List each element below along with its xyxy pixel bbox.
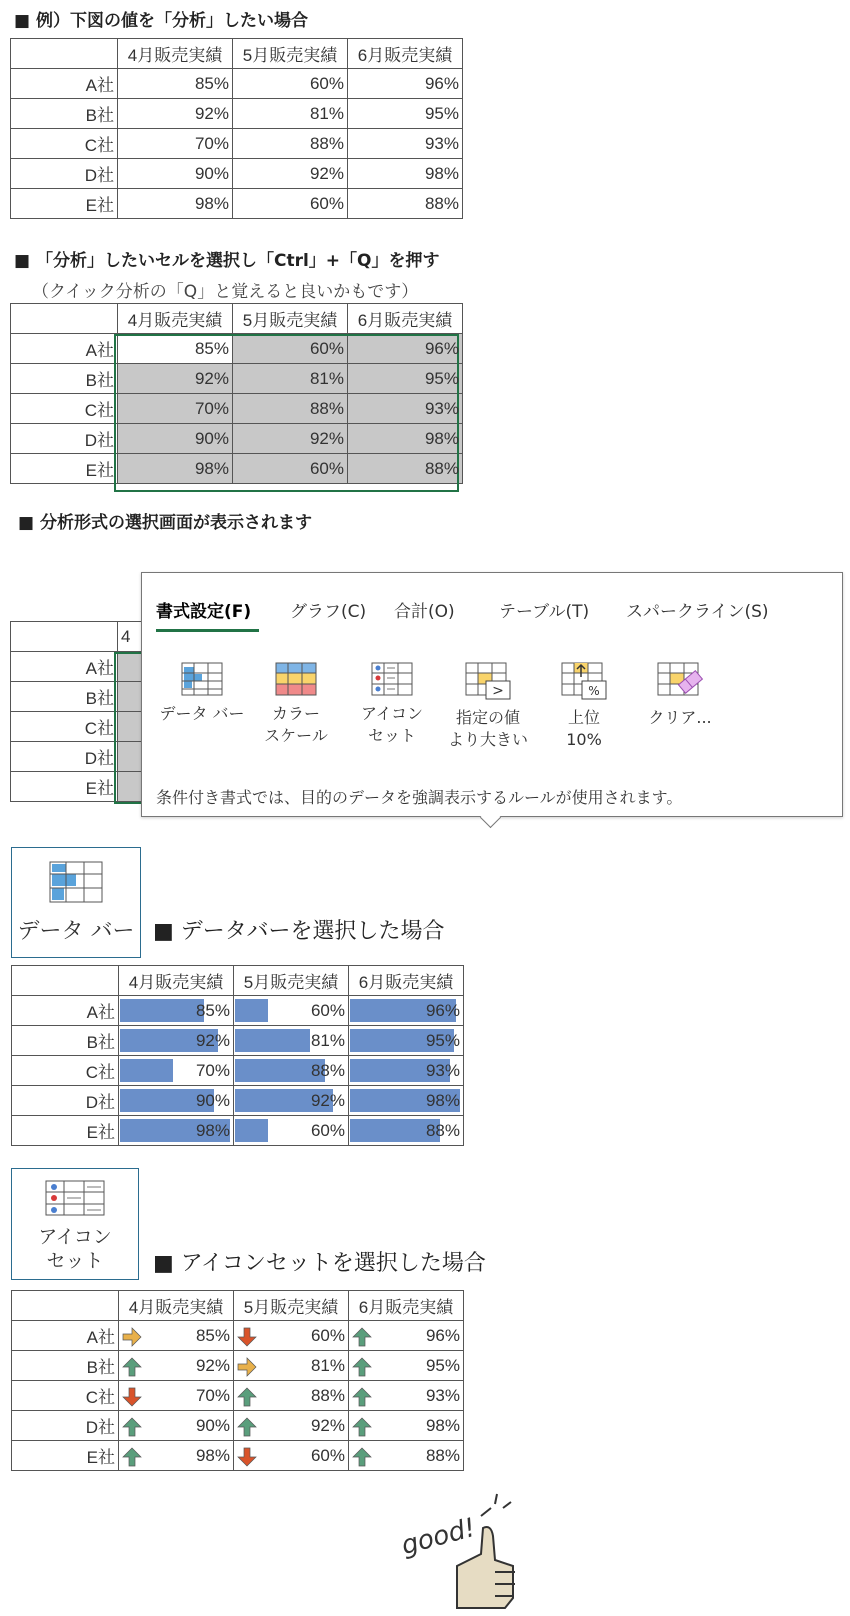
- data-bar: [120, 999, 204, 1022]
- data-bar-button[interactable]: [11, 847, 141, 958]
- data-cell[interactable]: [119, 996, 234, 1026]
- cell-value: 88%: [310, 1060, 345, 1080]
- icon-set-button-label-1: アイコン: [38, 1226, 112, 1248]
- cell-value: 60%: [310, 1325, 345, 1345]
- tool-greater-than[interactable]: [445, 661, 531, 751]
- column-header[interactable]: 4月販売実績: [118, 39, 233, 69]
- column-header[interactable]: 5月販売実績: [233, 304, 348, 334]
- data-cell[interactable]: [348, 69, 463, 99]
- column-header[interactable]: 6月販売実績: [349, 1291, 464, 1321]
- data-cell[interactable]: [233, 364, 348, 394]
- column-header[interactable]: 5月販売実績: [233, 39, 348, 69]
- tool-label-1: 上位: [567, 708, 600, 727]
- cell-value: 90%: [194, 428, 229, 448]
- row-header[interactable]: A社: [11, 334, 118, 364]
- table-row: [12, 1441, 464, 1471]
- cell-value: 85%: [194, 338, 229, 358]
- cell-value: 88%: [424, 193, 459, 213]
- cell-value: 98%: [424, 428, 459, 448]
- table-row: [12, 1351, 464, 1381]
- tool-label: データ バー: [159, 704, 245, 723]
- data-cell[interactable]: [348, 159, 463, 189]
- table-row: [11, 189, 463, 219]
- clear-format-icon: [656, 661, 704, 701]
- section1-heading: ■ 例）下図の値を「分析」したい場合: [14, 11, 308, 31]
- data-bar: [235, 1119, 268, 1142]
- data-cell[interactable]: [119, 1056, 234, 1086]
- data-cell[interactable]: [118, 99, 233, 129]
- data-cell[interactable]: [234, 1411, 349, 1441]
- data-cell[interactable]: [348, 454, 463, 484]
- data-cell[interactable]: [234, 1116, 349, 1146]
- tool-clear-format[interactable]: [637, 661, 723, 729]
- tool-label-2: セット: [367, 726, 416, 745]
- data-cell[interactable]: [119, 1086, 234, 1116]
- cell-value: 92%: [195, 1355, 230, 1375]
- arrow-down-icon: [122, 1387, 142, 1407]
- data-cell[interactable]: [118, 364, 233, 394]
- cell-value: 92%: [310, 1090, 345, 1110]
- cell-value: 90%: [194, 163, 229, 183]
- row-header[interactable]: B社: [12, 1351, 119, 1381]
- column-header[interactable]: 6月販売実績: [348, 39, 463, 69]
- tab-tables[interactable]: テーブル(T): [499, 602, 590, 622]
- tool-label-2: 10%: [566, 730, 602, 749]
- cell-value: 98%: [195, 1120, 230, 1140]
- data-cell[interactable]: [349, 1441, 464, 1471]
- data-cell[interactable]: [349, 1116, 464, 1146]
- table-row: [12, 1086, 464, 1116]
- cell-value: 90%: [195, 1415, 230, 1435]
- row-header[interactable]: D社: [11, 742, 118, 772]
- row-header[interactable]: D社: [11, 424, 118, 454]
- data-cell[interactable]: [119, 1116, 234, 1146]
- cell-value: 92%: [194, 368, 229, 388]
- table-row: [11, 394, 463, 424]
- icon-set-icon: [370, 661, 414, 697]
- arrow-up-icon: [352, 1447, 372, 1467]
- icon-set-icon: [44, 1179, 106, 1217]
- cell-value: 81%: [309, 368, 344, 388]
- row-header[interactable]: E社: [11, 772, 118, 802]
- icon-set-button-label-2: セット: [46, 1250, 104, 1272]
- top-10-percent-icon: [560, 661, 608, 701]
- corner-cell: [12, 1291, 119, 1321]
- icon-set-button[interactable]: [11, 1168, 139, 1280]
- row-header[interactable]: C社: [11, 129, 118, 159]
- data-cell[interactable]: [233, 129, 348, 159]
- data-cell[interactable]: [119, 1351, 234, 1381]
- tool-label-1: アイコン: [361, 704, 423, 723]
- column-header[interactable]: 5月販売実績: [234, 966, 349, 996]
- table-row: [12, 1321, 464, 1351]
- header-row: [12, 966, 464, 996]
- cell-value: 88%: [425, 1120, 460, 1140]
- corner-cell: [11, 304, 118, 334]
- cell-value: 93%: [425, 1060, 460, 1080]
- cell-value: 92%: [194, 103, 229, 123]
- cell-value: 70%: [195, 1385, 230, 1405]
- cell-value: 96%: [425, 1000, 460, 1020]
- row-header[interactable]: A社: [11, 652, 118, 682]
- cell-value: 85%: [194, 73, 229, 93]
- good-text: good!: [398, 1512, 479, 1562]
- data-cell[interactable]: [234, 1086, 349, 1116]
- corner-cell: [11, 622, 118, 652]
- header-row: [11, 39, 463, 69]
- data-bar-icon: [48, 860, 104, 904]
- arrow-down-icon: [237, 1447, 257, 1467]
- greater-than-icon: [464, 661, 512, 701]
- svg-text:>: >: [492, 683, 504, 699]
- data-cell[interactable]: [348, 99, 463, 129]
- cell-value: 60%: [310, 1445, 345, 1465]
- cell-value: 98%: [194, 193, 229, 213]
- cell-value: 92%: [195, 1030, 230, 1050]
- sales-table-selected: [10, 303, 463, 484]
- arrow-right-icon: [122, 1327, 142, 1347]
- table-row: [12, 996, 464, 1026]
- column-header[interactable]: 5月販売実績: [234, 1291, 349, 1321]
- column-header[interactable]: 6月販売実績: [349, 966, 464, 996]
- arrow-up-icon: [237, 1387, 257, 1407]
- data-cell[interactable]: [118, 159, 233, 189]
- data-cell[interactable]: [118, 69, 233, 99]
- cell-value: 70%: [195, 1060, 230, 1080]
- data-cell[interactable]: [118, 189, 233, 219]
- arrow-up-icon: [352, 1387, 372, 1407]
- sales-table-iconset: [11, 1290, 464, 1471]
- cell-value: 93%: [424, 133, 459, 153]
- column-header[interactable]: 4月販売実績: [118, 304, 233, 334]
- arrow-up-icon: [352, 1357, 372, 1377]
- data-cell[interactable]: [119, 1321, 234, 1351]
- row-header[interactable]: E社: [11, 189, 118, 219]
- row-header[interactable]: B社: [11, 99, 118, 129]
- tab-sparklines[interactable]: スパークライン(S): [626, 602, 769, 622]
- data-cell[interactable]: [234, 996, 349, 1026]
- data-cell[interactable]: [348, 364, 463, 394]
- data-cell[interactable]: [234, 1441, 349, 1471]
- data-cell[interactable]: [233, 424, 348, 454]
- cell-value: 81%: [310, 1355, 345, 1375]
- cell-value: 96%: [425, 1325, 460, 1345]
- corner-cell: [11, 39, 118, 69]
- row-header[interactable]: C社: [12, 1381, 119, 1411]
- data-cell[interactable]: [349, 1321, 464, 1351]
- cell-value: 90%: [195, 1090, 230, 1110]
- data-cell[interactable]: [119, 1441, 234, 1471]
- section3-heading: ■ 分析形式の選択画面が表示されます: [18, 513, 312, 533]
- column-header[interactable]: 4月販売実績: [119, 966, 234, 996]
- data-cell[interactable]: [118, 334, 233, 364]
- data-cell[interactable]: [349, 1411, 464, 1441]
- arrow-up-icon: [352, 1417, 372, 1437]
- cell-value: 96%: [424, 338, 459, 358]
- cell-value: 70%: [194, 398, 229, 418]
- tool-icon-set[interactable]: [349, 661, 435, 747]
- color-scale-icon: [274, 661, 318, 697]
- cell-value: 60%: [310, 1000, 345, 1020]
- svg-text:%: %: [588, 684, 600, 698]
- data-cell[interactable]: [233, 334, 348, 364]
- arrow-up-icon: [122, 1357, 142, 1377]
- cell-value: 60%: [309, 193, 344, 213]
- good-thumbs-up-sticker: [395, 1488, 535, 1612]
- data-bar: [120, 1059, 173, 1082]
- cell-value: 60%: [309, 73, 344, 93]
- cell-value: 81%: [310, 1030, 345, 1050]
- panel-pointer: [480, 807, 501, 828]
- data-cell[interactable]: [348, 129, 463, 159]
- tab-chart[interactable]: グラフ(C): [290, 602, 367, 622]
- arrow-up-icon: [237, 1417, 257, 1437]
- arrow-right-icon: [237, 1357, 257, 1377]
- cell-value: 95%: [424, 368, 459, 388]
- data-cell[interactable]: [118, 424, 233, 454]
- sales-table-original: [10, 38, 463, 219]
- data-cell[interactable]: [234, 1026, 349, 1056]
- data-cell[interactable]: [349, 1086, 464, 1116]
- cell-value: 98%: [425, 1415, 460, 1435]
- table-row: [11, 334, 463, 364]
- cell-value: 92%: [310, 1415, 345, 1435]
- cell-value: 92%: [309, 163, 344, 183]
- row-header[interactable]: C社: [12, 1056, 119, 1086]
- row-header[interactable]: B社: [12, 1026, 119, 1056]
- cell-value: 98%: [425, 1090, 460, 1110]
- data-cell[interactable]: [234, 1056, 349, 1086]
- row-header[interactable]: B社: [11, 364, 118, 394]
- databar-caption: ■ データバーを選択した場合: [153, 919, 445, 944]
- data-cell[interactable]: [233, 394, 348, 424]
- data-cell[interactable]: [349, 996, 464, 1026]
- data-cell[interactable]: [349, 1381, 464, 1411]
- tool-color-scale[interactable]: [253, 661, 339, 747]
- cell-value: 60%: [309, 458, 344, 478]
- sales-table-databar: [11, 965, 464, 1146]
- arrow-down-icon: [237, 1327, 257, 1347]
- data-cell[interactable]: [233, 189, 348, 219]
- column-header[interactable]: 4: [118, 622, 233, 652]
- cell-value: 95%: [425, 1355, 460, 1375]
- cell-value: 95%: [424, 103, 459, 123]
- section2-heading: ■ 「分析」したいセルを選択し「Ctrl」+「Q」を押す: [14, 251, 440, 271]
- data-cell[interactable]: [348, 394, 463, 424]
- row-header[interactable]: C社: [11, 712, 118, 742]
- tool-label-1: カラー: [271, 704, 320, 723]
- data-cell[interactable]: [234, 1351, 349, 1381]
- cell-value: 88%: [310, 1385, 345, 1405]
- cell-value: 88%: [309, 398, 344, 418]
- table-row: [11, 454, 463, 484]
- data-cell[interactable]: [118, 129, 233, 159]
- cell-value: 85%: [195, 1325, 230, 1345]
- data-cell[interactable]: [119, 1381, 234, 1411]
- iconset-caption: ■ アイコンセットを選択した場合: [153, 1251, 486, 1276]
- section2-note: （クイック分析の「Q」と覚えると良いかもです）: [32, 282, 419, 302]
- tool-label-2: スケール: [264, 726, 328, 745]
- active-tab-underline: [156, 629, 259, 632]
- tool-data-bar[interactable]: [159, 661, 245, 725]
- table-row: [11, 159, 463, 189]
- data-cell[interactable]: [118, 394, 233, 424]
- table-row: [12, 1026, 464, 1056]
- corner-cell: [12, 966, 119, 996]
- table-row: [12, 1411, 464, 1441]
- row-header[interactable]: D社: [12, 1086, 119, 1116]
- tool-top-10-percent[interactable]: [541, 661, 627, 751]
- data-cell[interactable]: [233, 69, 348, 99]
- data-cell[interactable]: [349, 1026, 464, 1056]
- row-header[interactable]: A社: [12, 996, 119, 1026]
- tool-label: クリア...: [648, 708, 712, 727]
- cell-value: 92%: [309, 428, 344, 448]
- data-bar: [235, 999, 268, 1022]
- cell-value: 88%: [309, 133, 344, 153]
- data-cell[interactable]: [234, 1321, 349, 1351]
- tool-label-1: 指定の値: [455, 708, 520, 727]
- data-cell[interactable]: [348, 424, 463, 454]
- row-header[interactable]: B社: [11, 682, 118, 712]
- panel-description: 条件付き書式では、目的のデータを強調表示するルールが使用されます。: [156, 788, 683, 807]
- row-header[interactable]: A社: [12, 1321, 119, 1351]
- quick-analysis-panel: [141, 572, 843, 817]
- data-bar-icon: [180, 661, 224, 697]
- data-cell[interactable]: [234, 1381, 349, 1411]
- data-cell[interactable]: [233, 454, 348, 484]
- cell-value: 93%: [424, 398, 459, 418]
- table-row: [11, 424, 463, 454]
- cell-value: 98%: [195, 1445, 230, 1465]
- cell-value: 88%: [425, 1445, 460, 1465]
- header-row: [11, 304, 463, 334]
- column-header[interactable]: 6月販売実績: [348, 304, 463, 334]
- tool-label-2: より大きい: [447, 730, 528, 749]
- cell-value: 85%: [195, 1000, 230, 1020]
- row-header[interactable]: C社: [11, 394, 118, 424]
- table-row: [11, 364, 463, 394]
- tab-formatting[interactable]: 書式設定(F): [156, 602, 252, 622]
- cell-value: 93%: [425, 1385, 460, 1405]
- cell-value: 60%: [310, 1120, 345, 1140]
- table-row: [11, 69, 463, 99]
- column-header[interactable]: 4月販売実績: [119, 1291, 234, 1321]
- data-cell[interactable]: [349, 1351, 464, 1381]
- cell-value: 98%: [194, 458, 229, 478]
- cell-value: 60%: [309, 338, 344, 358]
- data-cell[interactable]: [349, 1056, 464, 1086]
- arrow-up-icon: [122, 1417, 142, 1437]
- table-row: [12, 1116, 464, 1146]
- data-bar-button-label: データ バー: [17, 919, 135, 944]
- data-cell[interactable]: [233, 159, 348, 189]
- arrow-up-icon: [122, 1447, 142, 1467]
- table-row: [11, 129, 463, 159]
- cell-value: 95%: [425, 1030, 460, 1050]
- cell-value: 81%: [309, 103, 344, 123]
- row-header[interactable]: D社: [12, 1411, 119, 1441]
- data-bar: [235, 1029, 310, 1052]
- arrow-up-icon: [352, 1327, 372, 1347]
- cell-value: 98%: [424, 163, 459, 183]
- header-row: [12, 1291, 464, 1321]
- row-header[interactable]: E社: [12, 1116, 119, 1146]
- data-cell[interactable]: [233, 99, 348, 129]
- data-cell[interactable]: [348, 334, 463, 364]
- table-row: [11, 99, 463, 129]
- data-cell[interactable]: [118, 454, 233, 484]
- cell-value: 96%: [424, 73, 459, 93]
- tab-totals[interactable]: 合計(O): [394, 602, 455, 622]
- table-row: [12, 1381, 464, 1411]
- cell-value: 88%: [424, 458, 459, 478]
- table-row: [12, 1056, 464, 1086]
- cell-value: 70%: [194, 133, 229, 153]
- data-cell[interactable]: [348, 189, 463, 219]
- row-header[interactable]: E社: [11, 454, 118, 484]
- row-header[interactable]: D社: [11, 159, 118, 189]
- row-header[interactable]: A社: [11, 69, 118, 99]
- data-cell[interactable]: [119, 1411, 234, 1441]
- row-header[interactable]: E社: [12, 1441, 119, 1471]
- data-cell[interactable]: [119, 1026, 234, 1056]
